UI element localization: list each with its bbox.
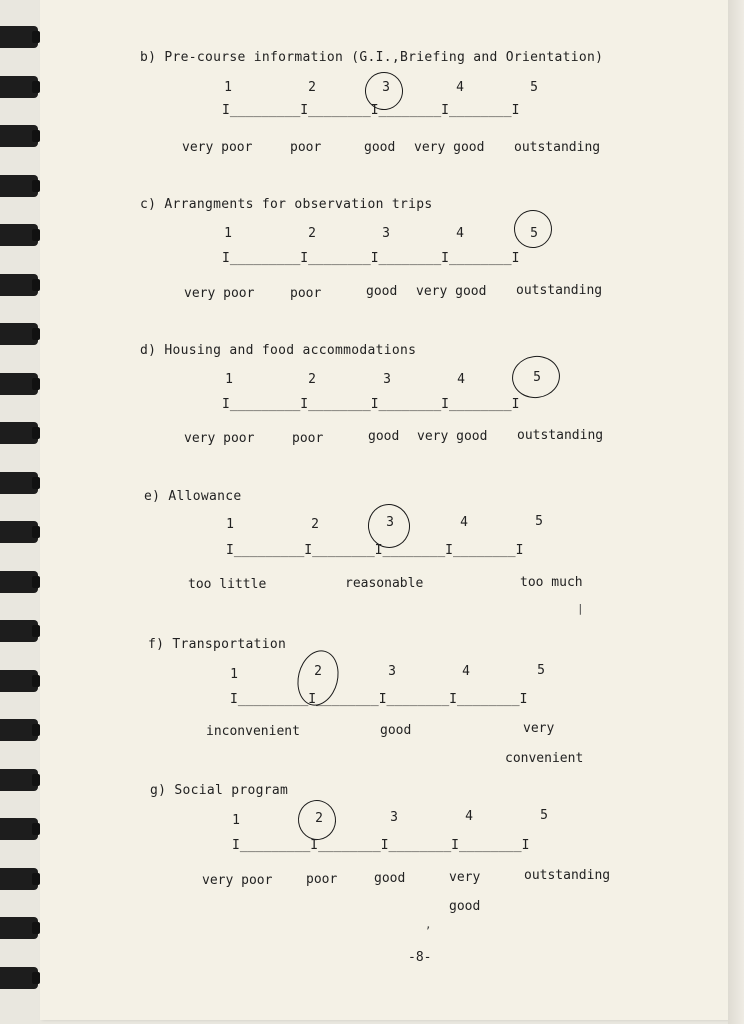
- label-good: good: [380, 723, 412, 738]
- scale-5: 5: [530, 80, 538, 95]
- label-outstanding: outstanding: [516, 283, 603, 298]
- scale-1: 1: [224, 80, 232, 95]
- scale-1: 1: [232, 813, 240, 828]
- scale-3: 3: [386, 515, 394, 530]
- question-title: c) Arrangments for observation trips: [140, 197, 433, 212]
- scale-4: 4: [456, 226, 464, 241]
- question-title: g) Social program: [150, 783, 289, 798]
- question-title: b) Pre-course information (G.I.,Briefing and Orientation): [140, 50, 604, 65]
- scale-1: 1: [224, 226, 232, 241]
- label-very-good: very good: [414, 140, 485, 155]
- label-outstanding: outstanding: [517, 428, 604, 443]
- binding-ring: [0, 472, 38, 494]
- label-good-continued: good: [449, 899, 481, 914]
- scale-1: 1: [225, 372, 233, 387]
- question-title: d) Housing and food accommodations: [140, 343, 417, 358]
- binding-ring: [0, 917, 38, 939]
- scale-2: 2: [308, 226, 316, 241]
- label-poor: poor: [306, 872, 338, 887]
- binding-ring: [0, 224, 38, 246]
- ink-mark: |: [577, 602, 584, 615]
- label-too-little: too little: [188, 577, 267, 592]
- binding-ring: [0, 967, 38, 989]
- rating-scale-line: I_________I________I________I________I: [226, 543, 524, 558]
- scale-2: 2: [308, 372, 316, 387]
- label-convenient: convenient: [505, 751, 584, 766]
- label-very: very: [449, 870, 481, 885]
- scale-3: 3: [382, 80, 390, 95]
- binding-ring: [0, 620, 38, 642]
- label-very-poor: very poor: [182, 140, 253, 155]
- scale-3: 3: [388, 664, 396, 679]
- scale-5: 5: [537, 663, 545, 678]
- label-very-poor: very poor: [202, 873, 273, 888]
- binding-ring: [0, 769, 38, 791]
- binding-ring: [0, 175, 38, 197]
- rating-scale-line: I_________I________I________I________I: [222, 397, 520, 412]
- scale-2: 2: [314, 664, 322, 679]
- rating-scale-line: I_________I________I________I________I: [230, 692, 528, 707]
- label-good: good: [374, 871, 406, 886]
- label-outstanding: outstanding: [524, 868, 611, 883]
- scale-5: 5: [533, 370, 541, 385]
- label-poor: poor: [292, 431, 324, 446]
- binding-ring: [0, 323, 38, 345]
- label-very-good: very good: [417, 429, 488, 444]
- label-very-poor: very poor: [184, 431, 255, 446]
- scale-4: 4: [456, 80, 464, 95]
- scale-5: 5: [530, 226, 538, 241]
- label-good: good: [364, 140, 396, 155]
- label-inconvenient: inconvenient: [206, 724, 300, 739]
- label-very-poor: very poor: [184, 286, 255, 301]
- label-reasonable: reasonable: [345, 576, 424, 591]
- scale-4: 4: [460, 515, 468, 530]
- question-title: e) Allowance: [144, 489, 242, 504]
- scale-1: 1: [230, 667, 238, 682]
- binding-ring: [0, 373, 38, 395]
- binding-ring: [0, 670, 38, 692]
- binding-ring: [0, 274, 38, 296]
- scale-4: 4: [465, 809, 473, 824]
- scale-2: 2: [311, 517, 319, 532]
- rating-scale-line: I_________I________I________I________I: [232, 838, 530, 853]
- scale-5: 5: [535, 514, 543, 529]
- ink-mark: ,: [425, 918, 432, 931]
- label-outstanding: outstanding: [514, 140, 601, 155]
- binding-ring: [0, 521, 38, 543]
- question-title: f) Transportation: [148, 637, 287, 652]
- scale-4: 4: [462, 664, 470, 679]
- label-very: very: [523, 721, 555, 736]
- binding-ring: [0, 719, 38, 741]
- binding-ring: [0, 571, 38, 593]
- label-too-much: too much: [520, 575, 583, 590]
- scale-5: 5: [540, 808, 548, 823]
- label-good: good: [366, 284, 398, 299]
- scale-1: 1: [226, 517, 234, 532]
- scale-4: 4: [457, 372, 465, 387]
- label-very-good: very good: [416, 284, 487, 299]
- binding-ring: [0, 422, 38, 444]
- scale-3: 3: [382, 226, 390, 241]
- scale-2: 2: [308, 80, 316, 95]
- binding-ring: [0, 868, 38, 890]
- label-good: good: [368, 429, 400, 444]
- scale-3: 3: [390, 810, 398, 825]
- scale-2: 2: [315, 811, 323, 826]
- binding-ring: [0, 818, 38, 840]
- label-poor: poor: [290, 140, 322, 155]
- label-poor: poor: [290, 286, 322, 301]
- rating-scale-line: I_________I________I________I________I: [222, 251, 520, 266]
- page-edge: [728, 0, 744, 1024]
- page-number-text: -8-: [408, 950, 432, 965]
- rating-scale-line: I_________I________I________I________I: [222, 103, 520, 118]
- scale-3: 3: [383, 372, 391, 387]
